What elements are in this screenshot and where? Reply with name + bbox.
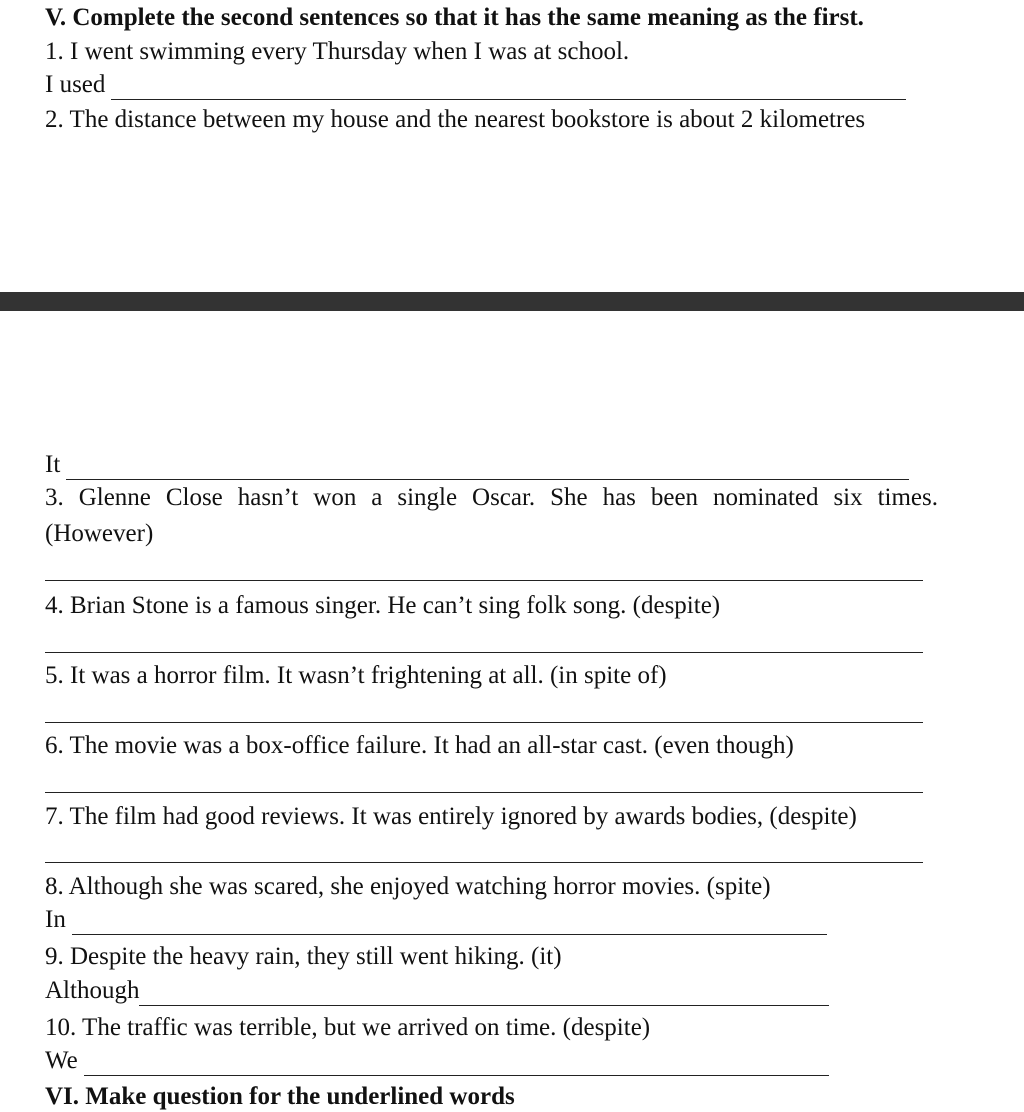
question-4-answer-blank[interactable]	[45, 652, 923, 653]
question-2-prompt: 2. The distance between my house and the nearest bookstore is about 2 kilometres	[45, 106, 866, 133]
question-1-answer-blank[interactable]	[111, 75, 906, 100]
question-10-lead: We	[45, 1047, 78, 1074]
question-2-answer-blank[interactable]	[66, 455, 909, 480]
next-exercise-heading: VI. Make question for the underlined words	[45, 1083, 515, 1110]
question-10-answer-row	[45, 1046, 829, 1076]
redaction-bar	[0, 292, 1024, 311]
question-9-answer-row	[45, 976, 829, 1006]
question-6-answer-blank[interactable]	[45, 792, 923, 793]
question-2-lead: It	[45, 451, 61, 478]
question-7-prompt: 7. The film had good reviews. It was entirely ignored by awards bodies, (despite)	[45, 803, 857, 830]
question-8-answer-blank[interactable]	[72, 910, 827, 935]
question-5-prompt: 5. It was a horror film. It wasn’t frightening at all. (in spite of)	[45, 662, 667, 689]
question-10-prompt: 10. The traffic was terrible, but we arrived on time. (despite)	[45, 1014, 651, 1041]
question-9-answer-blank[interactable]	[139, 981, 829, 1006]
question-4-prompt: 4. Brian Stone is a famous singer. He can’t sing folk song. (despite)	[45, 592, 721, 619]
question-6-prompt: 6. The movie was a box-office failure. It had an all-star cast. (even though)	[45, 732, 794, 759]
question-9-prompt: 9. Despite the heavy rain, they still went hiking. (it)	[45, 943, 562, 970]
question-3-answer-blank[interactable]	[45, 580, 923, 581]
question-1-answer-row	[45, 70, 906, 100]
question-10-answer-blank[interactable]	[84, 1051, 829, 1076]
question-5-answer-blank[interactable]	[45, 722, 923, 723]
question-8-lead: In	[45, 906, 66, 933]
exercise-heading: V. Complete the second sentences so that it has the same meaning as the first.	[45, 4, 864, 31]
question-1-lead: I used	[45, 71, 106, 98]
question-8-prompt: 8. Although she was scared, she enjoyed watching horror movies. (spite)	[45, 873, 771, 900]
question-7-answer-blank[interactable]	[45, 862, 923, 863]
question-8-answer-row	[45, 905, 827, 935]
question-9-lead: Although	[45, 977, 140, 1004]
question-3-prompt: 3. Glenne Close hasn’t won a single Oscar. She has been nominated six times. (However)	[45, 484, 938, 547]
question-1-prompt: 1. I went swimming every Thursday when I was at school.	[45, 38, 630, 65]
question-2-answer-row	[45, 450, 909, 480]
